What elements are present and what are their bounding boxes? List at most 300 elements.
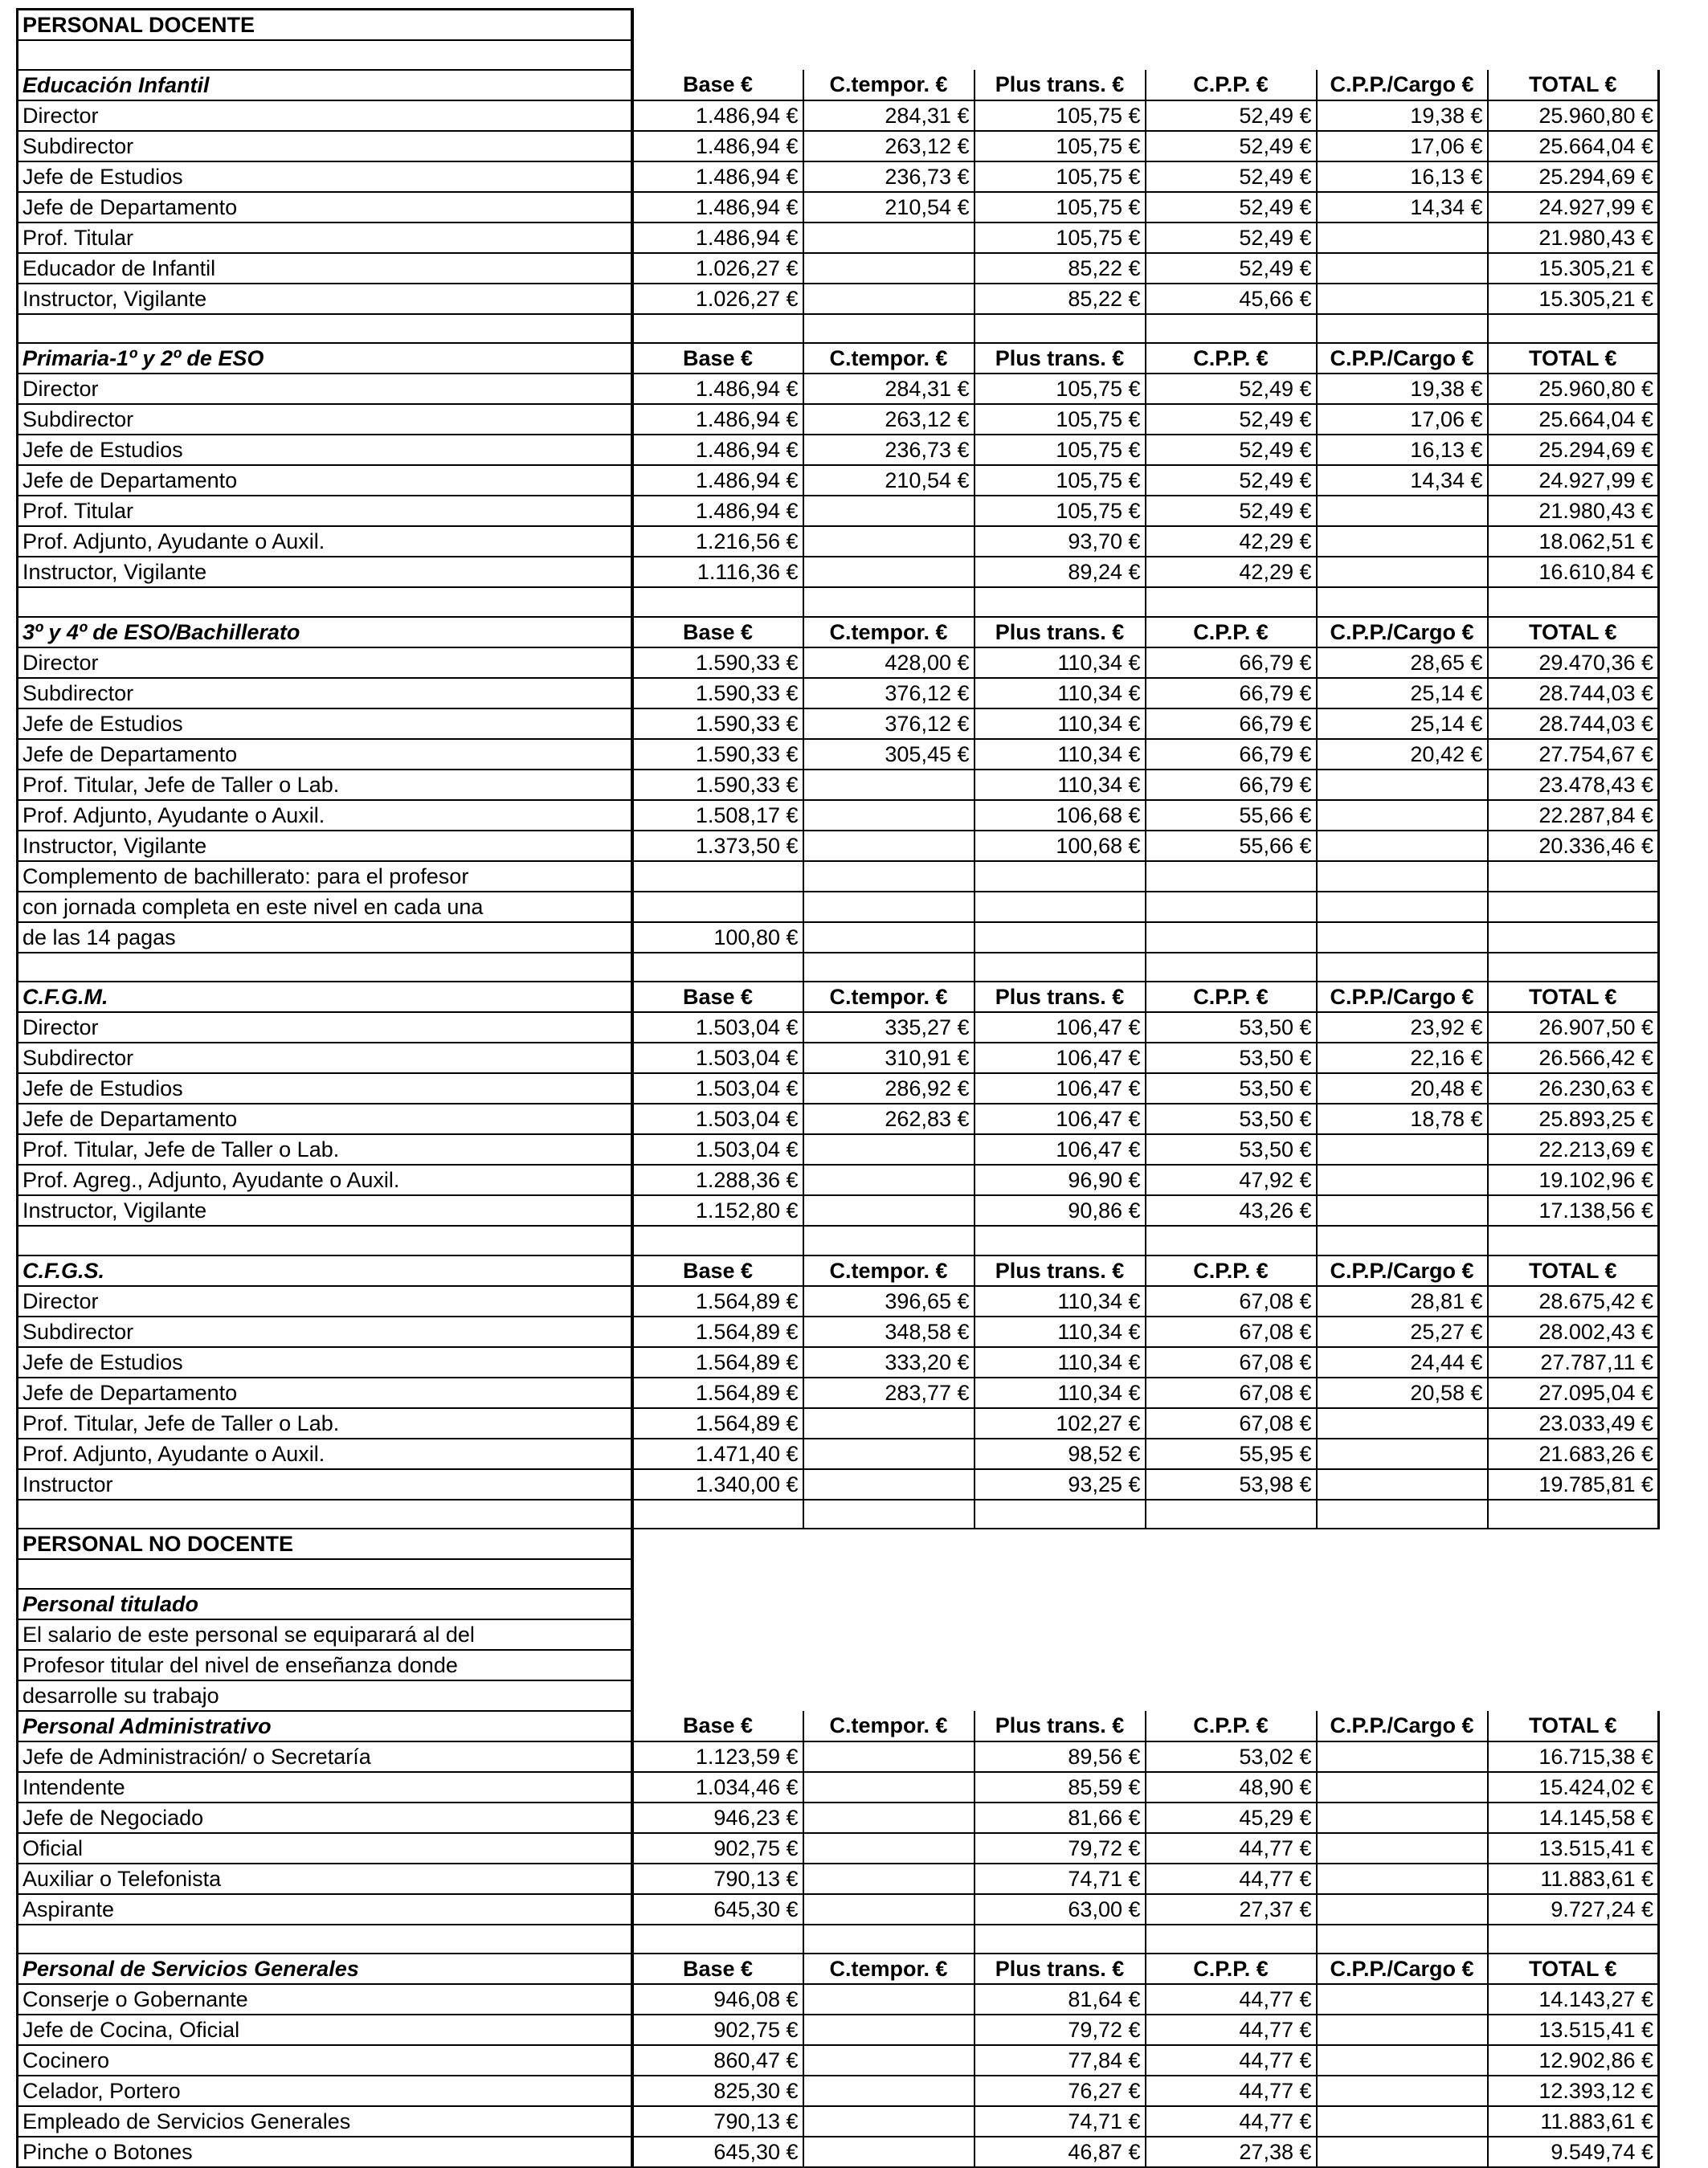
value-cell: 1.152,80 € <box>632 1195 803 1226</box>
value-cell: 1.486,94 € <box>632 223 803 253</box>
value-cell <box>1317 1803 1488 1833</box>
value-cell: 105,75 € <box>975 192 1146 223</box>
value-cell <box>803 892 975 922</box>
empty-cell <box>1488 1619 1659 1650</box>
value-cell: 26.907,50 € <box>1488 1012 1659 1043</box>
row-label: Instructor <box>18 1469 632 1500</box>
value-cell: 283,77 € <box>803 1378 975 1408</box>
value-cell: 55,66 € <box>1146 831 1317 861</box>
empty-cell <box>975 1925 1146 1954</box>
value-cell: 110,34 € <box>975 1317 1146 1347</box>
empty-cell <box>975 1650 1146 1680</box>
column-header: Base € <box>632 982 803 1012</box>
value-cell: 67,08 € <box>1146 1286 1317 1317</box>
value-cell <box>803 2015 975 2045</box>
row-label: Jefe de Departamento <box>18 1378 632 1408</box>
value-cell: 396,65 € <box>803 1286 975 1317</box>
value-cell: 52,49 € <box>1146 404 1317 435</box>
value-cell: 28,65 € <box>1317 647 1488 678</box>
table-row <box>18 1378 1659 1408</box>
value-cell <box>1317 892 1488 922</box>
value-cell <box>632 861 803 892</box>
table-row <box>18 1408 1659 1439</box>
value-cell: 25,14 € <box>1317 678 1488 708</box>
value-cell <box>803 922 975 953</box>
value-cell <box>1488 892 1659 922</box>
value-cell: 27,38 € <box>1146 2137 1317 2167</box>
table-row <box>18 1073 1659 1104</box>
value-cell: 902,75 € <box>632 2015 803 2045</box>
value-cell: 263,12 € <box>803 131 975 161</box>
value-cell: 236,73 € <box>803 161 975 192</box>
group-title: C.F.G.S. <box>18 1255 632 1286</box>
value-cell: 96,90 € <box>975 1165 1146 1195</box>
value-cell: 74,71 € <box>975 2106 1146 2137</box>
row-label: Jefe de Negociado <box>18 1803 632 1833</box>
value-cell: 1.503,04 € <box>632 1134 803 1165</box>
empty-cell <box>975 587 1146 617</box>
section-header-row <box>18 70 1659 100</box>
value-cell: 1.503,04 € <box>632 1104 803 1134</box>
empty-cell <box>632 10 803 41</box>
value-cell <box>1317 496 1488 526</box>
value-cell: 335,27 € <box>803 1012 975 1043</box>
value-cell: 1.486,94 € <box>632 496 803 526</box>
row-label: Jefe de Estudios <box>18 1347 632 1378</box>
title-row <box>18 1529 1659 1559</box>
value-cell: 52,49 € <box>1146 100 1317 131</box>
value-cell: 1.590,33 € <box>632 739 803 770</box>
group-title: Personal de Servicios Generales <box>18 1954 632 1984</box>
value-cell: 13.515,41 € <box>1488 1833 1659 1864</box>
value-cell: 81,64 € <box>975 1984 1146 2015</box>
value-cell <box>803 223 975 253</box>
column-header: C.P.P. € <box>1146 1255 1317 1286</box>
group-title: 3º y 4º de ESO/Bachillerato <box>18 617 632 647</box>
value-cell <box>1317 1741 1488 1772</box>
table-row <box>18 1347 1659 1378</box>
value-cell: 22,16 € <box>1317 1043 1488 1073</box>
table-row <box>18 1104 1659 1134</box>
table-row <box>18 1439 1659 1469</box>
value-cell <box>1317 861 1488 892</box>
value-cell: 286,92 € <box>803 1073 975 1104</box>
value-cell: 110,34 € <box>975 739 1146 770</box>
value-cell: 1.503,04 € <box>632 1012 803 1043</box>
empty-cell <box>1317 1619 1488 1650</box>
value-cell: 89,24 € <box>975 557 1146 587</box>
table-row <box>18 284 1659 314</box>
value-cell: 1.590,33 € <box>632 770 803 800</box>
table-row <box>18 192 1659 223</box>
value-cell: 24.927,99 € <box>1488 465 1659 496</box>
table-row <box>18 647 1659 678</box>
empty-cell <box>1146 1680 1317 1711</box>
value-cell: 21.980,43 € <box>1488 223 1659 253</box>
value-cell: 67,08 € <box>1146 1347 1317 1378</box>
value-cell: 28.002,43 € <box>1488 1317 1659 1347</box>
empty-cell <box>1317 10 1488 41</box>
table-row <box>18 2137 1659 2167</box>
value-cell: 25,14 € <box>1317 708 1488 739</box>
empty-cell <box>803 40 975 70</box>
empty-cell <box>803 1619 975 1650</box>
value-cell: 348,58 € <box>803 1317 975 1347</box>
value-cell: 19.102,96 € <box>1488 1165 1659 1195</box>
row-label: con jornada completa en este nivel en cada una <box>18 892 632 922</box>
value-cell <box>803 861 975 892</box>
column-header: C.tempor. € <box>803 617 975 647</box>
value-cell: 333,20 € <box>803 1347 975 1378</box>
value-cell <box>803 2076 975 2106</box>
value-cell: 1.486,94 € <box>632 404 803 435</box>
value-cell: 17,06 € <box>1317 131 1488 161</box>
value-cell <box>803 1894 975 1925</box>
table-row <box>18 1833 1659 1864</box>
empty-cell <box>1146 1500 1317 1529</box>
column-header: TOTAL € <box>1488 70 1659 100</box>
row-label: Jefe de Estudios <box>18 161 632 192</box>
value-cell: 15.305,21 € <box>1488 253 1659 284</box>
value-cell <box>803 1195 975 1226</box>
value-cell <box>1317 1833 1488 1864</box>
empty-cell <box>803 1925 975 1954</box>
value-cell: 66,79 € <box>1146 678 1317 708</box>
row-label: Subdirector <box>18 1317 632 1347</box>
blank-row <box>18 1500 1659 1529</box>
table-row <box>18 131 1659 161</box>
value-cell: 23,92 € <box>1317 1012 1488 1043</box>
value-cell <box>1317 1439 1488 1469</box>
empty-cell <box>1146 314 1317 344</box>
value-cell: 21.683,26 € <box>1488 1439 1659 1469</box>
value-cell: 52,49 € <box>1146 223 1317 253</box>
value-cell: 305,45 € <box>803 739 975 770</box>
table-row <box>18 557 1659 587</box>
value-cell <box>1317 770 1488 800</box>
value-cell: 52,49 € <box>1146 161 1317 192</box>
table-row <box>18 2106 1659 2137</box>
value-cell: 15.424,02 € <box>1488 1772 1659 1803</box>
empty-cell <box>632 587 803 617</box>
value-cell: 16.715,38 € <box>1488 1741 1659 1772</box>
value-cell: 28.744,03 € <box>1488 708 1659 739</box>
empty-cell <box>975 1500 1146 1529</box>
value-cell: 44,77 € <box>1146 2045 1317 2076</box>
column-header: C.P.P. € <box>1146 617 1317 647</box>
value-cell <box>803 800 975 831</box>
empty-cell <box>1488 1500 1659 1529</box>
group-title: Educación Infantil <box>18 70 632 100</box>
value-cell: 110,34 € <box>975 708 1146 739</box>
row-label: Director <box>18 1286 632 1317</box>
value-cell: 17.138,56 € <box>1488 1195 1659 1226</box>
empty-cell <box>1317 1529 1488 1559</box>
value-cell: 53,50 € <box>1146 1134 1317 1165</box>
value-cell: 1.564,89 € <box>632 1378 803 1408</box>
value-cell: 262,83 € <box>803 1104 975 1134</box>
table-row <box>18 161 1659 192</box>
column-header: Base € <box>632 343 803 374</box>
value-cell: 210,54 € <box>803 465 975 496</box>
empty-cell <box>1488 1529 1659 1559</box>
empty-cell <box>803 1226 975 1255</box>
empty-cell <box>1317 1226 1488 1255</box>
value-cell: 44,77 € <box>1146 2076 1317 2106</box>
row-label: Director <box>18 1012 632 1043</box>
value-cell: 52,49 € <box>1146 496 1317 526</box>
column-header: C.P.P./Cargo € <box>1317 982 1488 1012</box>
empty-cell <box>1488 40 1659 70</box>
value-cell: 790,13 € <box>632 1864 803 1894</box>
empty-cell <box>975 953 1146 982</box>
value-cell: 81,66 € <box>975 1803 1146 1833</box>
value-cell: 67,08 € <box>1146 1408 1317 1439</box>
value-cell: 645,30 € <box>632 2137 803 2167</box>
empty-cell <box>1488 953 1659 982</box>
value-cell: 27.754,67 € <box>1488 739 1659 770</box>
value-cell: 44,77 € <box>1146 1984 1317 2015</box>
value-cell: 67,08 € <box>1146 1378 1317 1408</box>
empty-cell <box>18 1925 632 1954</box>
value-cell: 27.787,11 € <box>1488 1347 1659 1378</box>
blank-row <box>18 1559 1659 1589</box>
value-cell: 48,90 € <box>1146 1772 1317 1803</box>
blank-row <box>18 1226 1659 1255</box>
value-cell: 85,59 € <box>975 1772 1146 1803</box>
value-cell: 46,87 € <box>975 2137 1146 2167</box>
column-header: C.tempor. € <box>803 70 975 100</box>
value-cell <box>803 1165 975 1195</box>
table-row <box>18 465 1659 496</box>
value-cell: 93,70 € <box>975 526 1146 557</box>
empty-cell <box>632 1680 803 1711</box>
column-header: TOTAL € <box>1488 1711 1659 1741</box>
value-cell: 27.095,04 € <box>1488 1378 1659 1408</box>
empty-cell <box>803 1529 975 1559</box>
value-cell: 55,95 € <box>1146 1439 1317 1469</box>
table-row <box>18 404 1659 435</box>
empty-cell <box>1317 1589 1488 1619</box>
value-cell: 20.336,46 € <box>1488 831 1659 861</box>
value-cell: 53,02 € <box>1146 1741 1317 1772</box>
value-cell: 946,23 € <box>632 1803 803 1833</box>
value-cell: 93,25 € <box>975 1469 1146 1500</box>
value-cell: 1.590,33 € <box>632 708 803 739</box>
value-cell: 210,54 € <box>803 192 975 223</box>
empty-cell <box>632 1529 803 1559</box>
row-label: Prof. Titular <box>18 496 632 526</box>
row-label: Prof. Titular <box>18 223 632 253</box>
value-cell: 14,34 € <box>1317 465 1488 496</box>
value-cell: 902,75 € <box>632 1833 803 1864</box>
value-cell: 1.590,33 € <box>632 678 803 708</box>
note-row <box>18 1589 1659 1619</box>
value-cell: 24,44 € <box>1317 1347 1488 1378</box>
value-cell: 66,79 € <box>1146 647 1317 678</box>
table-row <box>18 739 1659 770</box>
value-cell: 74,71 € <box>975 1864 1146 1894</box>
value-cell: 47,92 € <box>1146 1165 1317 1195</box>
empty-cell <box>632 40 803 70</box>
empty-cell <box>803 1500 975 1529</box>
row-label: de las 14 pagas <box>18 922 632 953</box>
value-cell: 22.287,84 € <box>1488 800 1659 831</box>
empty-cell <box>975 1226 1146 1255</box>
value-cell: 110,34 € <box>975 678 1146 708</box>
column-header: Base € <box>632 1255 803 1286</box>
table-row <box>18 1772 1659 1803</box>
table-row <box>18 770 1659 800</box>
value-cell: 105,75 € <box>975 223 1146 253</box>
table-row <box>18 496 1659 526</box>
empty-cell <box>803 314 975 344</box>
value-cell <box>803 831 975 861</box>
value-cell: 105,75 € <box>975 161 1146 192</box>
value-cell: 52,49 € <box>1146 192 1317 223</box>
value-cell: 85,22 € <box>975 284 1146 314</box>
empty-cell <box>1146 1619 1317 1650</box>
value-cell: 1.123,59 € <box>632 1741 803 1772</box>
value-cell: 90,86 € <box>975 1195 1146 1226</box>
value-cell <box>1317 831 1488 861</box>
column-header: Plus trans. € <box>975 1255 1146 1286</box>
row-label: Aspirante <box>18 1894 632 1925</box>
blank-row <box>18 587 1659 617</box>
column-header: C.P.P. € <box>1146 982 1317 1012</box>
empty-cell <box>803 1589 975 1619</box>
group-title: Primaria-1º y 2º de ESO <box>18 343 632 374</box>
column-header: Base € <box>632 1954 803 1984</box>
value-cell: 105,75 € <box>975 131 1146 161</box>
empty-cell <box>18 1226 632 1255</box>
table-row <box>18 800 1659 831</box>
column-header: TOTAL € <box>1488 343 1659 374</box>
row-label: desarrolle su trabajo <box>18 1680 632 1711</box>
value-cell: 77,84 € <box>975 2045 1146 2076</box>
table-row <box>18 2045 1659 2076</box>
value-cell: 1.503,04 € <box>632 1073 803 1104</box>
empty-cell <box>1146 10 1317 41</box>
row-label: Celador, Portero <box>18 2076 632 2106</box>
empty-cell <box>632 1925 803 1954</box>
value-cell: 18,78 € <box>1317 1104 1488 1134</box>
empty-cell <box>1317 1559 1488 1589</box>
column-header: C.tempor. € <box>803 1711 975 1741</box>
value-cell: 79,72 € <box>975 2015 1146 2045</box>
value-cell <box>1317 2015 1488 2045</box>
empty-cell <box>803 10 975 41</box>
value-cell: 1.564,89 € <box>632 1347 803 1378</box>
value-cell: 26.566,42 € <box>1488 1043 1659 1073</box>
value-cell: 76,27 € <box>975 2076 1146 2106</box>
value-cell: 20,58 € <box>1317 1378 1488 1408</box>
value-cell: 21.980,43 € <box>1488 496 1659 526</box>
note-row <box>18 1650 1659 1680</box>
value-cell: 105,75 € <box>975 100 1146 131</box>
value-cell: 1.026,27 € <box>632 284 803 314</box>
table-row <box>18 1195 1659 1226</box>
empty-cell <box>1146 1226 1317 1255</box>
blank-row <box>18 314 1659 344</box>
value-cell: 110,34 € <box>975 1378 1146 1408</box>
value-cell: 25.294,69 € <box>1488 161 1659 192</box>
value-cell: 12.393,12 € <box>1488 2076 1659 2106</box>
value-cell <box>803 1833 975 1864</box>
value-cell: 52,49 € <box>1146 435 1317 465</box>
value-cell <box>975 892 1146 922</box>
table-row <box>18 892 1659 922</box>
blank-row <box>18 953 1659 982</box>
row-label: El salario de este personal se equiparará al del <box>18 1619 632 1650</box>
row-label: Prof. Adjunto, Ayudante o Auxil. <box>18 1439 632 1469</box>
table-row <box>18 2076 1659 2106</box>
row-label: Profesor titular del nivel de enseñanza donde <box>18 1650 632 1680</box>
value-cell: 19,38 € <box>1317 374 1488 404</box>
blank-row <box>18 1925 1659 1954</box>
value-cell: 66,79 € <box>1146 770 1317 800</box>
value-cell: 15.305,21 € <box>1488 284 1659 314</box>
empty-cell <box>1488 1226 1659 1255</box>
value-cell: 14.143,27 € <box>1488 1984 1659 2015</box>
value-cell <box>1146 861 1317 892</box>
empty-cell <box>1146 1650 1317 1680</box>
value-cell <box>1317 2076 1488 2106</box>
table-row <box>18 1286 1659 1317</box>
value-cell: 43,26 € <box>1146 1195 1317 1226</box>
column-header: C.tempor. € <box>803 1954 975 1984</box>
value-cell: 1.471,40 € <box>632 1439 803 1469</box>
column-header: C.P.P./Cargo € <box>1317 343 1488 374</box>
empty-cell <box>975 1619 1146 1650</box>
column-header: C.P.P. € <box>1146 343 1317 374</box>
value-cell <box>803 1134 975 1165</box>
value-cell: 1.508,17 € <box>632 800 803 831</box>
value-cell <box>1146 892 1317 922</box>
row-label: Jefe de Estudios <box>18 435 632 465</box>
value-cell: 53,50 € <box>1146 1104 1317 1134</box>
value-cell: 105,75 € <box>975 465 1146 496</box>
empty-cell <box>632 314 803 344</box>
value-cell <box>803 496 975 526</box>
row-label: Educador de Infantil <box>18 253 632 284</box>
row-label: Instructor, Vigilante <box>18 1195 632 1226</box>
column-header: Plus trans. € <box>975 1711 1146 1741</box>
value-cell: 1.486,94 € <box>632 161 803 192</box>
value-cell: 67,08 € <box>1146 1317 1317 1347</box>
value-cell: 1.503,04 € <box>632 1043 803 1073</box>
row-label: Subdirector <box>18 1043 632 1073</box>
value-cell: 9.549,74 € <box>1488 2137 1659 2167</box>
value-cell <box>1317 253 1488 284</box>
value-cell: 9.727,24 € <box>1488 1894 1659 1925</box>
value-cell: 236,73 € <box>803 435 975 465</box>
value-cell: 102,27 € <box>975 1408 1146 1439</box>
table-row <box>18 1012 1659 1043</box>
value-cell: 27,37 € <box>1146 1894 1317 1925</box>
value-cell: 110,34 € <box>975 647 1146 678</box>
row-label: Intendente <box>18 1772 632 1803</box>
table-row <box>18 223 1659 253</box>
empty-cell <box>1317 40 1488 70</box>
value-cell: 25.664,04 € <box>1488 131 1659 161</box>
section-header-row <box>18 982 1659 1012</box>
column-header: C.P.P./Cargo € <box>1317 1255 1488 1286</box>
value-cell: 89,56 € <box>975 1741 1146 1772</box>
value-cell: 110,34 € <box>975 770 1146 800</box>
value-cell: 12.902,86 € <box>1488 2045 1659 2076</box>
empty-cell <box>18 1500 632 1529</box>
